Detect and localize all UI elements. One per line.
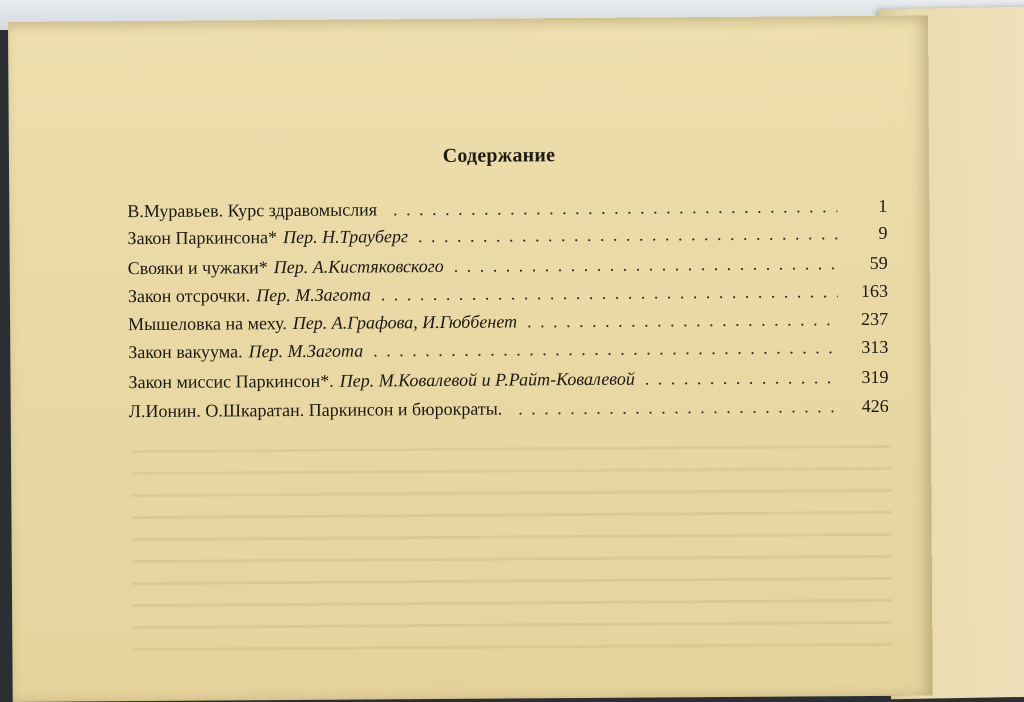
dot-leader [454, 253, 838, 277]
toc-row [127, 196, 887, 227]
bleed-through-text [131, 426, 893, 661]
toc-title: Закон Паркинсона* [127, 227, 278, 249]
toc-page-number: 237 [861, 308, 889, 330]
toc-row [127, 223, 887, 254]
toc-translator: Пер. М.Ковалевой и Р.Райт-Ковалевой [339, 368, 635, 391]
dot-leader [645, 367, 839, 389]
toc-row [128, 337, 888, 368]
dot-leader [373, 337, 838, 361]
toc-translator: Пер. М.Загота [248, 340, 364, 362]
toc-page-number: 313 [861, 336, 889, 358]
dot-leader [518, 396, 839, 419]
toc-title: Л.Ионин. О.Шкаратан. Паркинсон и бюрократы. [128, 398, 503, 422]
toc-title: Мышеловка на меху. [128, 313, 287, 335]
toc-translator: Пер. А.Кистяковского [273, 255, 444, 278]
toc-page-number: 319 [861, 366, 889, 388]
book-page [8, 16, 933, 702]
toc-title: Закон миссис Паркинсон*. [128, 370, 334, 393]
toc-row [128, 367, 888, 398]
toc-translator: Пер. А.Графова, И.Гюббенет [292, 311, 518, 334]
page-title: Содержание [442, 144, 556, 167]
toc-title: Свояки и чужаки* [127, 257, 268, 279]
toc-row [129, 396, 889, 427]
toc-translator: Пер. Н.Трауберг [283, 226, 409, 248]
toc-page-number: 1 [878, 195, 888, 216]
toc-row [128, 281, 888, 312]
dot-leader [418, 223, 838, 247]
dot-leader [527, 309, 838, 332]
toc-row [128, 253, 888, 284]
toc-page-number: 9 [878, 222, 888, 243]
toc-row [128, 309, 888, 340]
dot-leader [393, 196, 837, 220]
toc-page-number: 163 [860, 280, 888, 302]
toc-title: Закон вакуума. [128, 341, 243, 363]
toc-page-number: 59 [869, 252, 888, 273]
toc-page-number: 426 [861, 395, 889, 417]
toc-translator: Пер. М.Загота [256, 284, 371, 306]
toc-title: Закон отсрочки. [127, 285, 251, 307]
toc-title: В.Муравьев. Курс здравомыслия [127, 199, 378, 222]
dot-leader [381, 281, 838, 305]
